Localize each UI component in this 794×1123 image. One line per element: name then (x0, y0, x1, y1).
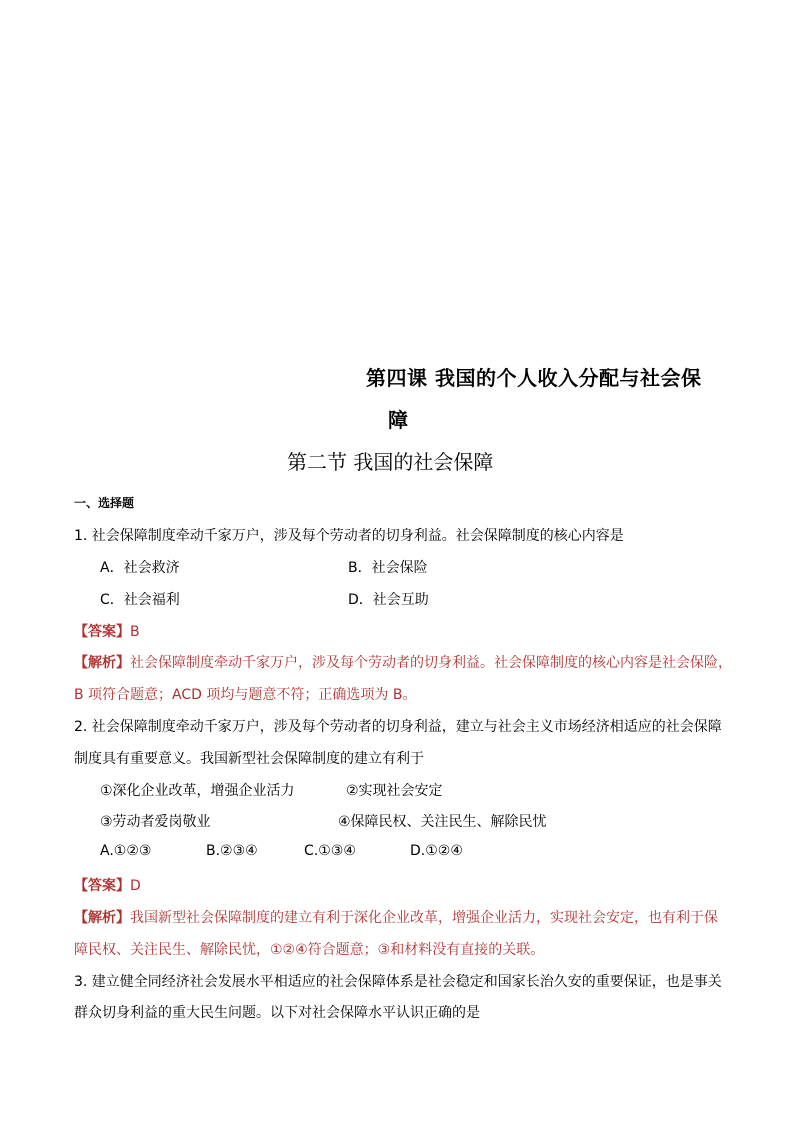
q1-option-d: D．社会互助 (348, 592, 429, 608)
answer-value: B (130, 624, 140, 640)
q2-analysis-line2 (74, 939, 544, 959)
lesson-title-line1: 第四课 我国的个人收入分配与社会保 (366, 366, 702, 390)
q2-statement-1: ①深化企业改革，增强企业活力 (100, 783, 295, 799)
section-subtitle: 第二节 我国的社会保障 (287, 450, 494, 474)
q2-statement-4: ④保障民权、关注民生、解除民忧 (338, 814, 547, 830)
q2-stem-line2: 制度具有重要意义。我国新型社会保障制度的建立有利于 (74, 751, 424, 767)
analysis-text: 社会保障制度牵动千家万户，涉及每个劳动者的切身利益。社会保障制度的核心内容是社会保险， (130, 655, 732, 671)
analysis-text: 障民权、关注民生、解除民忧，①②④符合题意；③和材料没有直接的关联。 (74, 942, 545, 958)
section-heading: 一、选择题 (74, 496, 135, 510)
analysis-text: 我国新型社会保障制度的建立有利于深化企业改革，增强企业活力，实现社会安定，也有利于保 (130, 910, 718, 926)
q2-statement-3: ③劳动者爱岗敬业 (100, 814, 211, 830)
q1-analysis-line1 (74, 652, 732, 672)
q1-stem-line1: 1. 社会保障制度牵动千家万户，涉及每个劳动者的切身利益。社会保障制度的核心内容是 (74, 528, 624, 544)
analysis-tag: 【解析】 (74, 655, 130, 671)
analysis-text: B 项符合题意；ACD 项均与题意不符；正确选项为 B。 (74, 687, 417, 703)
q3-stem-line2: 群众切身利益的重大民生问题。以下对社会保障水平认识正确的是 (74, 1005, 480, 1021)
answer-tag: 【答案】 (74, 624, 130, 640)
analysis-tag: 【解析】 (74, 910, 130, 926)
q2-analysis-line1 (74, 907, 718, 927)
q2-answer (74, 875, 141, 895)
lesson-title-line2: 障 (388, 408, 408, 432)
q2-option-c: C.①③④ (304, 843, 356, 859)
q2-statement-2: ②实现社会安定 (346, 783, 443, 799)
q1-option-c: C．社会福利 (100, 592, 180, 608)
q2-stem-line1: 2. 社会保障制度牵动千家万户，涉及每个劳动者的切身利益，建立与社会主义市场经济相适应的社会保障 (74, 719, 722, 735)
answer-tag: 【答案】 (74, 878, 130, 894)
q2-option-b: B.②③④ (206, 843, 258, 859)
q1-answer (74, 621, 140, 641)
q1-option-b: B．社会保险 (348, 560, 428, 576)
q2-option-d: D.①②④ (410, 843, 463, 859)
q1-analysis-line2 (74, 684, 416, 704)
q3-stem-line1: 3. 建立健全同经济社会发展水平相适应的社会保障体系是社会稳定和国家长治久安的重要保证，也是事关 (74, 974, 722, 990)
q1-option-a: A．社会救济 (100, 560, 180, 576)
q2-option-a: A.①②③ (100, 843, 152, 859)
answer-value: D (130, 878, 141, 894)
